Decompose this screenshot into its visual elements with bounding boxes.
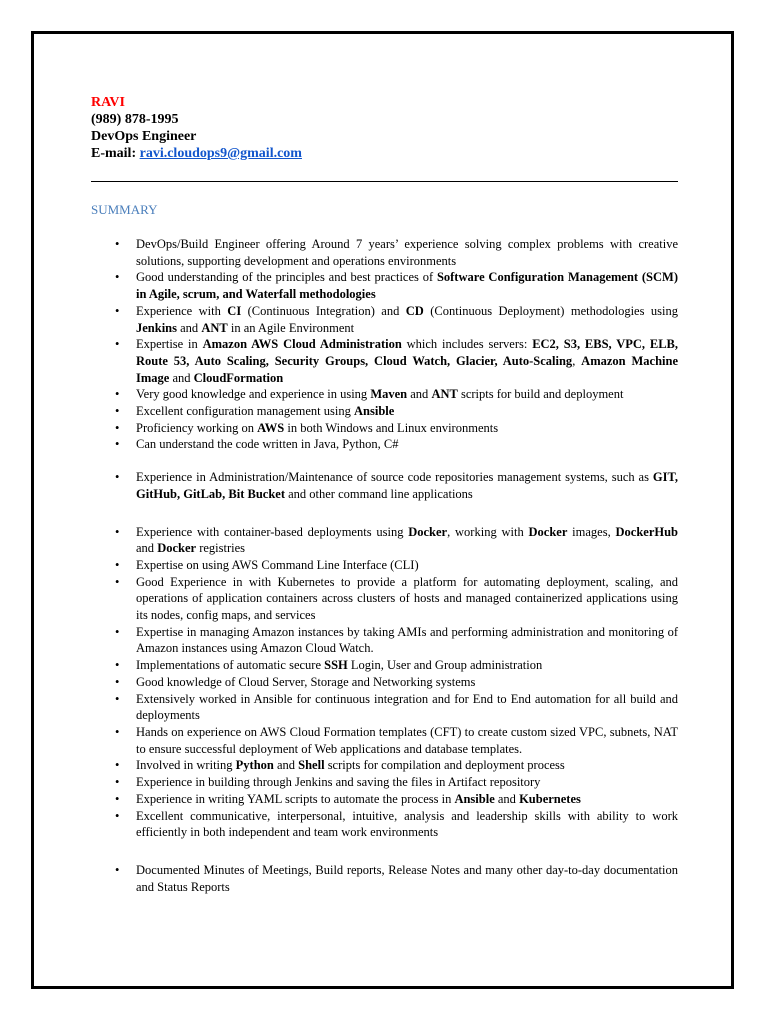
- summary-heading: SUMMARY: [91, 202, 158, 217]
- summary-text: Very good knowledge and experience in using: [136, 387, 371, 402]
- candidate-name: RAVI: [91, 95, 125, 110]
- summary-item: [91, 469, 678, 502]
- summary-keyword: EC2, S3, EBS, VPC, ELB, Route 53, Auto Scaling, Security Groups, Cloud Watch, Glacier, Auto-Scaling: [136, 337, 679, 368]
- email-link[interactable]: ravi.cloudops9@gmail.com: [139, 146, 302, 161]
- summary-text: scripts for compilation and deployment process: [324, 758, 565, 773]
- summary-text: (Continuous Integration) and: [241, 303, 406, 318]
- bullet-icon: •: [115, 270, 120, 285]
- summary-keyword: Amazon AWS Cloud Administration: [202, 337, 402, 352]
- summary-text: Experience in building through Jenkins and saving the files in Artifact repository: [136, 775, 541, 790]
- bullet-icon: •: [115, 420, 120, 435]
- summary-text: Excellent configuration management using: [136, 404, 354, 419]
- summary-text: , working with: [447, 524, 529, 539]
- job-title: DevOps Engineer: [91, 129, 197, 144]
- bullet-icon: •: [115, 337, 120, 352]
- summary-text: and other command line applications: [284, 486, 473, 501]
- summary-item: [91, 403, 678, 420]
- summary-text: and: [136, 541, 158, 556]
- summary-text: Implementations of automatic secure: [136, 658, 325, 673]
- summary-text: and: [169, 370, 194, 385]
- summary-keyword: ANT: [431, 387, 458, 402]
- summary-item: [91, 757, 678, 774]
- summary-keyword: Jenkins: [136, 320, 177, 335]
- bullet-icon: •: [115, 404, 120, 419]
- summary-keyword: Ansible: [454, 791, 495, 806]
- summary-text: which includes servers:: [401, 337, 533, 352]
- summary-text: Hands on experience on AWS Cloud Formation templates (CFT) to create custom sized VPC, subnets, NAT to ensure successful deployment of Web applications and database templates.: [136, 724, 678, 756]
- summary-text: Login, User and Group administration: [347, 658, 543, 673]
- bullet-icon: •: [115, 574, 120, 589]
- bullet-icon: •: [115, 237, 120, 251]
- summary-list: [91, 236, 678, 895]
- bullet-icon: •: [115, 470, 120, 485]
- summary-item: [91, 420, 678, 437]
- summary-item: [91, 862, 678, 895]
- summary-text: and: [273, 758, 299, 773]
- summary-keyword: CI: [227, 303, 242, 318]
- summary-item: [91, 524, 678, 557]
- summary-text: images,: [567, 524, 616, 539]
- bullet-icon: •: [115, 791, 120, 806]
- summary-keyword: Amazon Machine Image: [136, 353, 678, 385]
- summary-item: [91, 557, 678, 574]
- summary-keyword: CD: [405, 303, 424, 318]
- summary-keyword: Docker: [157, 541, 197, 556]
- summary-keyword: CloudFormation: [193, 370, 284, 385]
- summary-item: [91, 303, 678, 336]
- summary-text: Expertise on using AWS Command Line Interface (CLI): [136, 557, 419, 572]
- summary-item: [91, 624, 678, 657]
- bullet-icon: •: [115, 758, 120, 773]
- bullet-icon: •: [115, 303, 120, 318]
- summary-text: Excellent communicative, interpersonal, intuitive, analysis and leadership skills with ability to work efficiently in both independent and team work environments: [136, 808, 678, 840]
- bullet-icon: •: [115, 862, 120, 877]
- summary-text: Extensively worked in Ansible for continuous integration and for End to End automation for all build and deployments: [136, 691, 678, 723]
- phone-number: (989) 878-1995: [91, 112, 179, 127]
- summary-item: [91, 236, 678, 269]
- summary-text: Proficiency working on: [136, 420, 258, 435]
- summary-text: DevOps/Build Engineer offering Around 7 years’ experience solving complex problems with creative solutions, supporting development and operations environments: [136, 237, 678, 268]
- summary-text: Good Experience in with Kubernetes to provide a platform for automating deployment, scaling, and operations of application containers across clusters of hosts and managed containerized applications using its nodes, config maps, and services: [136, 574, 678, 623]
- summary-keyword: AWS: [257, 420, 285, 435]
- summary-item: [91, 724, 678, 757]
- summary-item: [91, 269, 678, 302]
- summary-text: Experience in writing YAML scripts to automate the process in: [136, 791, 455, 806]
- summary-keyword: SSH: [324, 658, 348, 673]
- summary-text: Experience in Administration/Maintenance of source code repositories management systems, such as: [136, 470, 653, 485]
- summary-text: Experience with: [136, 303, 228, 318]
- summary-text: in both Windows and Linux environments: [284, 420, 499, 435]
- bullet-icon: •: [115, 808, 120, 823]
- bullet-icon: •: [115, 624, 120, 639]
- bullet-icon: •: [115, 691, 120, 706]
- email-label: E-mail:: [91, 146, 140, 161]
- summary-keyword: Shell: [298, 758, 325, 773]
- summary-text: Good understanding of the principles and best practices of: [136, 270, 437, 285]
- summary-item: [91, 791, 678, 808]
- summary-item: [91, 574, 678, 624]
- summary-text: and: [494, 791, 520, 806]
- summary-text: Experience with container-based deployments using: [136, 524, 409, 539]
- summary-item: [91, 336, 678, 386]
- summary-text: registries: [196, 541, 246, 556]
- header-divider: [91, 181, 678, 182]
- summary-item: [91, 808, 678, 841]
- summary-text: Documented Minutes of Meetings, Build reports, Release Notes and many other day-to-day documentation and Status Reports: [136, 862, 678, 894]
- summary-text: Expertise in managing Amazon instances by taking AMIs and performing administration and monitoring of Amazon instances using Amazon Cloud Watch.: [136, 624, 678, 656]
- bullet-icon: •: [115, 775, 120, 790]
- bullet-icon: •: [115, 557, 120, 572]
- summary-text: in an Agile Environment: [227, 320, 355, 335]
- bullet-icon: •: [115, 658, 120, 673]
- summary-item: [91, 386, 678, 403]
- summary-text: scripts for build and deployment: [457, 387, 624, 402]
- summary-text: (Continuous Deployment) methodologies using: [423, 303, 678, 318]
- bullet-icon: •: [115, 524, 120, 539]
- summary-text: and: [407, 387, 432, 402]
- summary-text: and: [177, 320, 202, 335]
- summary-text: Can understand the code written in Java, Python, C#: [136, 437, 399, 452]
- summary-keyword: Software Configuration Management (SCM) in Agile, scrum, and Waterfall methodologies: [136, 270, 678, 302]
- resume-header: [91, 94, 302, 162]
- summary-keyword: Maven: [370, 387, 408, 402]
- summary-keyword: GIT, GitHub, GitLab, Bit Bucket: [136, 470, 678, 501]
- summary-item: [91, 674, 678, 691]
- summary-keyword: ANT: [201, 320, 228, 335]
- summary-text: Good knowledge of Cloud Server, Storage and Networking systems: [136, 674, 476, 689]
- summary-text: Expertise in: [136, 337, 203, 352]
- summary-item: [91, 774, 678, 791]
- summary-text: Involved in writing: [136, 758, 236, 773]
- bullet-icon: •: [115, 724, 120, 739]
- summary-item: [91, 657, 678, 674]
- bullet-icon: •: [115, 387, 120, 402]
- summary-keyword: Docker: [528, 524, 568, 539]
- summary-item: [91, 436, 678, 453]
- summary-keyword: DockerHub: [615, 524, 678, 539]
- summary-item: [91, 691, 678, 724]
- summary-keyword: Ansible: [354, 404, 395, 419]
- summary-keyword: Kubernetes: [519, 791, 581, 806]
- bullet-icon: •: [115, 437, 120, 452]
- email-line: [91, 145, 302, 162]
- summary-text: ,: [572, 353, 582, 368]
- summary-keyword: Docker: [408, 524, 448, 539]
- summary-keyword: Python: [235, 758, 274, 773]
- bullet-icon: •: [115, 674, 120, 689]
